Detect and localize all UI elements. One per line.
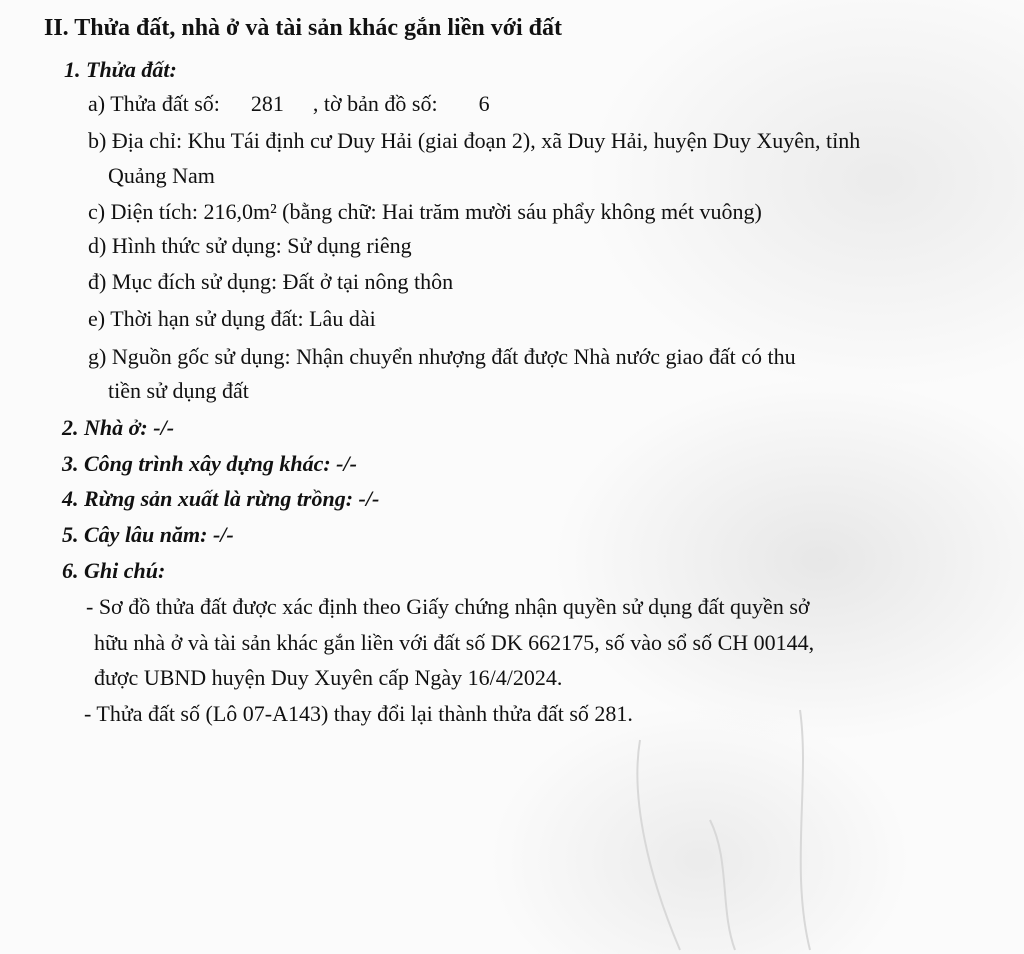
note-1-line-3: được UBND huyện Duy Xuyên cấp Ngày 16/4/2024. bbox=[94, 665, 563, 690]
parcel-number-label: a) Thửa đất số: bbox=[88, 91, 220, 116]
parcel-heading: 1. Thửa đất: bbox=[64, 57, 177, 82]
origin-line-2: tiền sử dụng đất bbox=[108, 378, 249, 403]
note-2-line: - Thửa đất số (Lô 07-A143) thay đổi lại thành thửa đất số 281. bbox=[84, 701, 633, 726]
map-sheet-value: 6 bbox=[478, 91, 490, 116]
usage-form-line: d) Hình thức sử dụng: Sử dụng riêng bbox=[88, 233, 412, 258]
forest-line: 4. Rừng sản xuất là rừng trồng: -/- bbox=[62, 486, 380, 511]
parcel-number-value: 281 bbox=[250, 91, 284, 116]
seal-watermark bbox=[560, 700, 860, 954]
section-title: II. Thửa đất, nhà ở và tài sản khác gắn liền với đất bbox=[44, 15, 563, 41]
note-1-line-2: hữu nhà ở và tài sản khác gắn liền với đất số DK 662175, số vào sổ số CH 00144, bbox=[94, 630, 815, 655]
usage-term-line: e) Thời hạn sử dụng đất: Lâu dài bbox=[88, 306, 376, 331]
address-line-2: Quảng Nam bbox=[108, 163, 215, 188]
origin-line-1: g) Nguồn gốc sử dụng: Nhận chuyển nhượng đất được Nhà nước giao đất có thu bbox=[88, 344, 796, 369]
perennial-line: 5. Cây lâu năm: -/- bbox=[62, 522, 234, 547]
address-line-1: b) Địa chỉ: Khu Tái định cư Duy Hải (giai đoạn 2), xã Duy Hải, huyện Duy Xuyên, tỉnh bbox=[88, 128, 861, 153]
notes-heading: 6. Ghi chú: bbox=[62, 558, 166, 583]
area-line: c) Diện tích: 216,0m² (bằng chữ: Hai trăm mười sáu phẩy không mét vuông) bbox=[88, 199, 762, 224]
parcel-number-line bbox=[88, 90, 490, 118]
other-works-line: 3. Công trình xây dựng khác: -/- bbox=[62, 451, 357, 476]
map-sheet-label: , tờ bản đồ số: bbox=[312, 91, 438, 116]
usage-purpose-line: đ) Mục đích sử dụng: Đất ở tại nông thôn bbox=[88, 269, 454, 294]
house-line: 2. Nhà ở: -/- bbox=[62, 415, 175, 440]
note-1-line-1: - Sơ đồ thửa đất được xác định theo Giấy chứng nhận quyền sử dụng đất quyền sở bbox=[86, 594, 810, 619]
